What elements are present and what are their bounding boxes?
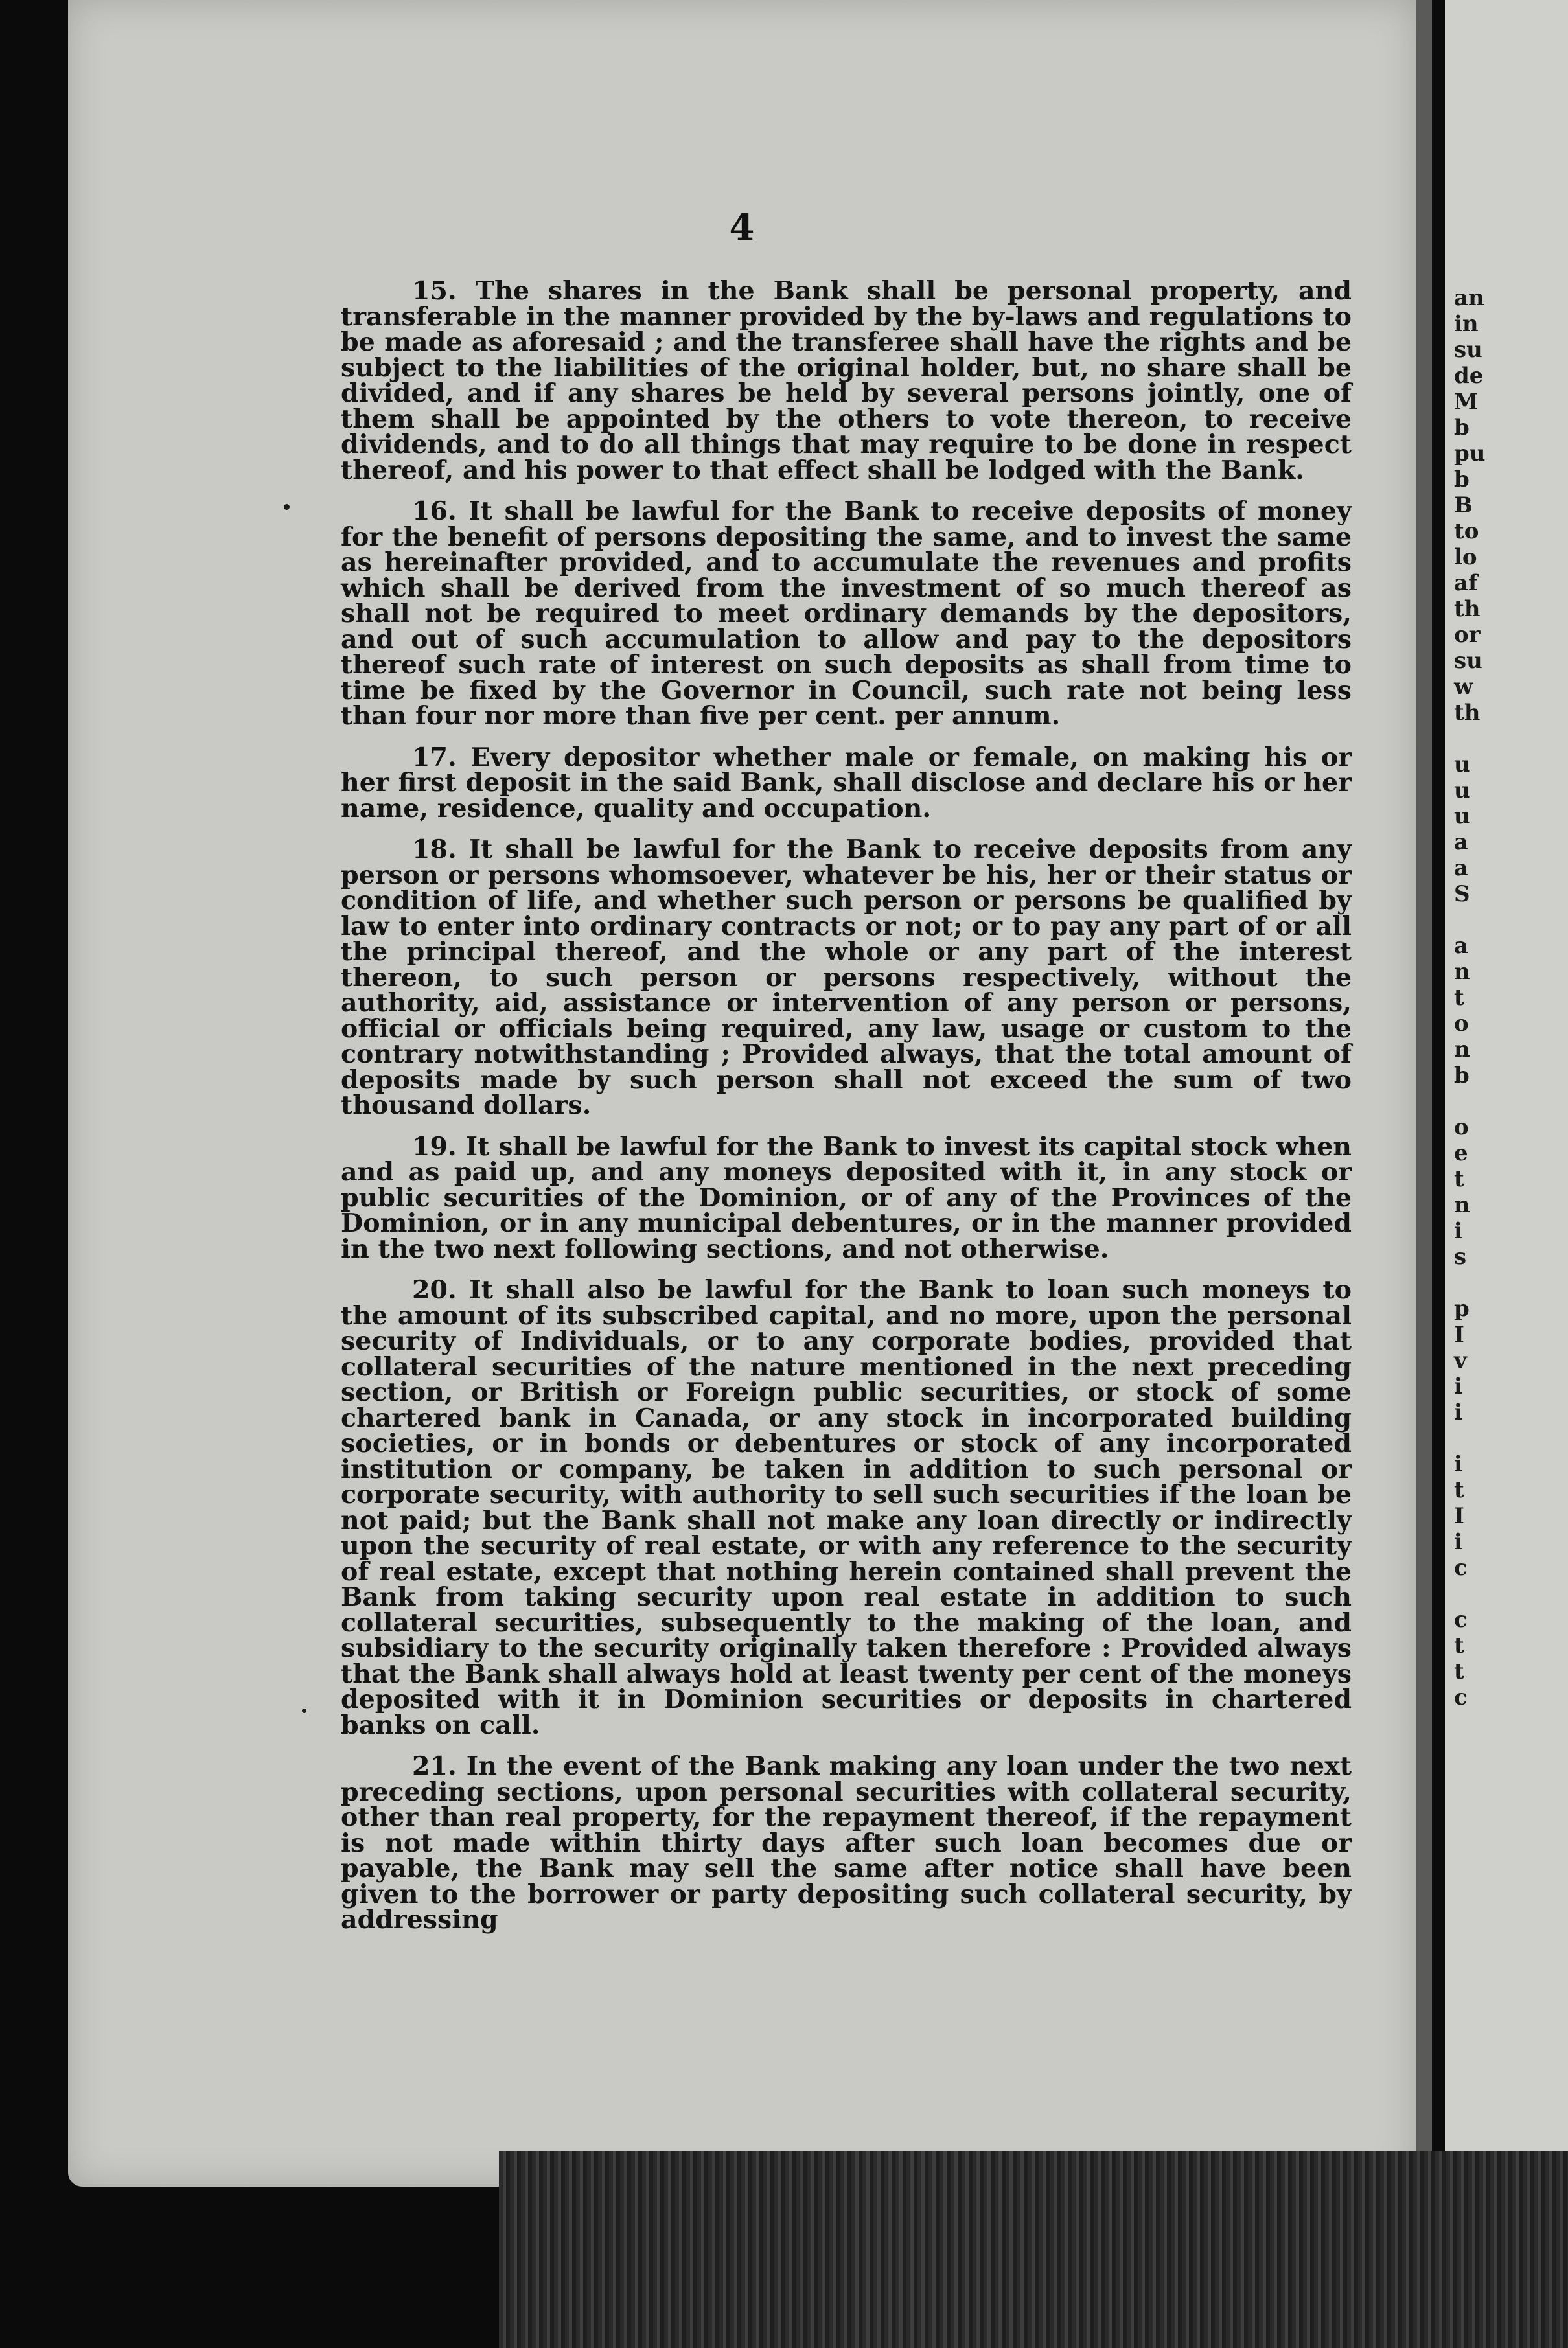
adjacent-page-text: a [1454, 855, 1469, 881]
section-text: It shall be lawful for the Bank to receive deposits of money for the benefit of persons depositing the same, and to invest the same as hereinafter provided, and to accumulate the revenues and profits which shall be derived from the investment of so much thereof as shall not be required to meet ordinary demands by the depositors, and out of such accumulation to allow and pay to the depositors thereof such rate of interest on such deposits as shall from time to time be fixed by the Governor in Council, such rate not being less than four nor more than five per cent. per annum. [341, 496, 1352, 731]
section-number: 17. [412, 742, 457, 772]
adjacent-page-text: lo [1454, 544, 1477, 570]
adjacent-page-text: i [1454, 1374, 1462, 1399]
section-15 [341, 276, 1352, 485]
adjacent-page-text: e [1454, 1140, 1468, 1166]
adjacent-page-text: u [1454, 752, 1470, 777]
section-text: Every depositor whether male or female, on making his or her first deposit in the said Bank, shall disclose and declare his or her name, residence, quality and occupation. [341, 742, 1352, 823]
adjacent-page-text: I [1454, 1503, 1464, 1529]
adjacent-page-text: th [1454, 700, 1481, 726]
adjacent-page-text: t [1454, 1633, 1464, 1659]
document-page [68, 0, 1416, 2187]
adjacent-page-text: a [1454, 829, 1469, 855]
adjacent-page-text: pu [1454, 441, 1486, 466]
section-16 [341, 496, 1352, 731]
adjacent-page-text: a [1454, 933, 1469, 959]
section-number: 21. [412, 1751, 457, 1781]
adjacent-page-text: t [1454, 985, 1464, 1011]
adjacent-page-text: to [1454, 518, 1479, 544]
adjacent-page-text: u [1454, 803, 1470, 829]
adjacent-page-text: an [1454, 285, 1484, 311]
adjacent-page-text: s [1454, 1244, 1467, 1270]
section-17 [341, 742, 1352, 823]
adjacent-page-text: i [1454, 1399, 1462, 1425]
ink-speck [302, 1709, 306, 1713]
adjacent-page-text: b [1454, 415, 1470, 441]
adjacent-page-text: u [1454, 777, 1470, 803]
section-text: It shall also be lawful for the Bank to loan such moneys to the amount of its subscribed capital, and no more, upon the personal security of Individuals, or to any corporate bodies, provided that collateral securities of the nature mentioned in the next preceding section, or British or Foreign public securities, or stock of some chartered bank in Canada, or any stock in incorporated building societies, or in bonds or debentures or stock of any incorporated institution or company, be taken in addition to such personal or corporate security, with authority to sell such securities if the loan be not paid; but the Bank shall not make any loan directly or indirectly upon the security of real estate, or with any reference to the security of real estate, except that nothing herein contained shall prevent the Bank from taking security upon real estate in addition to such collateral securities, subsequently to the making of the loan, and subsidiary to the security originally taken therefore : Provided always that the Bank shall always hold at least twenty per cent of the moneys deposited with it in Dominion securities or deposits in chartered banks on call. [341, 1275, 1352, 1740]
adjacent-page-text: c [1454, 1607, 1468, 1633]
adjacent-page-text: v [1454, 1348, 1467, 1374]
section-19 [341, 1131, 1352, 1264]
section-text: It shall be lawful for the Bank to receive deposits from any person or persons whomsoever, whatever be his, her or their status or condition of life, and whether such person or persons be qualified by law to enter into ordinary contracts or not; or to pay any part of or all the principal thereof, and the whole or any part of the interest thereon, to such person or persons respectively, without the authority, aid, assistance or intervention of any person or persons, official or officials being required, any law, usage or custom to the contrary notwithstanding ; Provided always, that the total amount of deposits made by such person shall not exceed the sum of two thousand dollars. [341, 834, 1352, 1120]
page-gutter [1416, 0, 1432, 2187]
section-number: 18. [412, 834, 457, 864]
scan-border [0, 2187, 499, 2348]
adjacent-page-text: n [1454, 1192, 1470, 1218]
section-number: 15. [412, 276, 457, 306]
adjacent-page-text: i [1454, 1451, 1462, 1477]
adjacent-page-text: i [1454, 1529, 1462, 1555]
adjacent-page-text: o [1454, 1011, 1469, 1037]
adjacent-page-text: t [1454, 1477, 1464, 1503]
adjacent-page-text: p [1454, 1296, 1470, 1322]
adjacent-page-text: c [1454, 1555, 1468, 1581]
adjacent-page-text: th [1454, 596, 1481, 622]
adjacent-page-text: c [1454, 1685, 1468, 1710]
section-number: 16. [412, 496, 457, 526]
section-number: 20. [412, 1275, 457, 1305]
adjacent-page-fragment [1445, 0, 1568, 2187]
section-20 [341, 1275, 1352, 1740]
scan-border-texture [499, 2151, 1568, 2348]
adjacent-page-text: in [1454, 311, 1479, 337]
adjacent-page-text: de [1454, 363, 1484, 389]
adjacent-page-text: af [1454, 570, 1478, 596]
adjacent-page-text: t [1454, 1166, 1464, 1192]
adjacent-page-text: t [1454, 1659, 1464, 1685]
adjacent-page-text: su [1454, 648, 1482, 674]
ink-speck [284, 504, 290, 510]
adjacent-page-text: or [1454, 622, 1481, 648]
page-body [341, 276, 1352, 1949]
adjacent-page-text: S [1454, 881, 1470, 907]
section-21 [341, 1751, 1352, 1935]
section-text: The shares in the Bank shall be personal property, and transferable in the manner provided by the by-laws and regulations to be made as aforesaid ; and the transferee shall have the rights and be subject to the liabilities of the original holder, but, no share shall be divided, and if any shares be held by several persons jointly, one of them shall be appointed by the others to vote thereon, to receive dividends, and to do all things that may require to be done in respect thereof, and his power to that effect shall be lodged with the Bank. [341, 276, 1352, 485]
section-18 [341, 834, 1352, 1120]
adjacent-page-text: b [1454, 466, 1470, 492]
adjacent-page-text: B [1454, 492, 1473, 518]
adjacent-page-text: w [1454, 674, 1473, 700]
adjacent-page-text: n [1454, 1037, 1470, 1063]
section-number: 19. [412, 1131, 457, 1162]
section-text: It shall be lawful for the Bank to invest its capital stock when and as paid up, and any moneys deposited with it, in any stock or public securities of the Dominion, or of any of the Provinces of the Dominion, or in any municipal debentures, or in the manner provided in the two next following sections, and not otherwise. [341, 1131, 1352, 1264]
adjacent-page-text: i [1454, 1218, 1462, 1244]
adjacent-page-text: n [1454, 959, 1470, 985]
adjacent-page-text: I [1454, 1322, 1464, 1348]
adjacent-page-text: su [1454, 337, 1482, 363]
section-text: In the event of the Bank making any loan under the two next preceding sections, upon personal securities with collateral security, other than real property, for the repayment thereof, if the repayment is not made within thirty days after such loan becomes due or payable, the Bank may sell the same after notice shall have been given to the borrower or party depositing such collateral security, by addressing [341, 1751, 1352, 1935]
adjacent-page-text: o [1454, 1114, 1469, 1140]
page-number: 4 [729, 206, 755, 249]
adjacent-page-text: M [1454, 389, 1479, 415]
adjacent-page-text: b [1454, 1063, 1470, 1088]
